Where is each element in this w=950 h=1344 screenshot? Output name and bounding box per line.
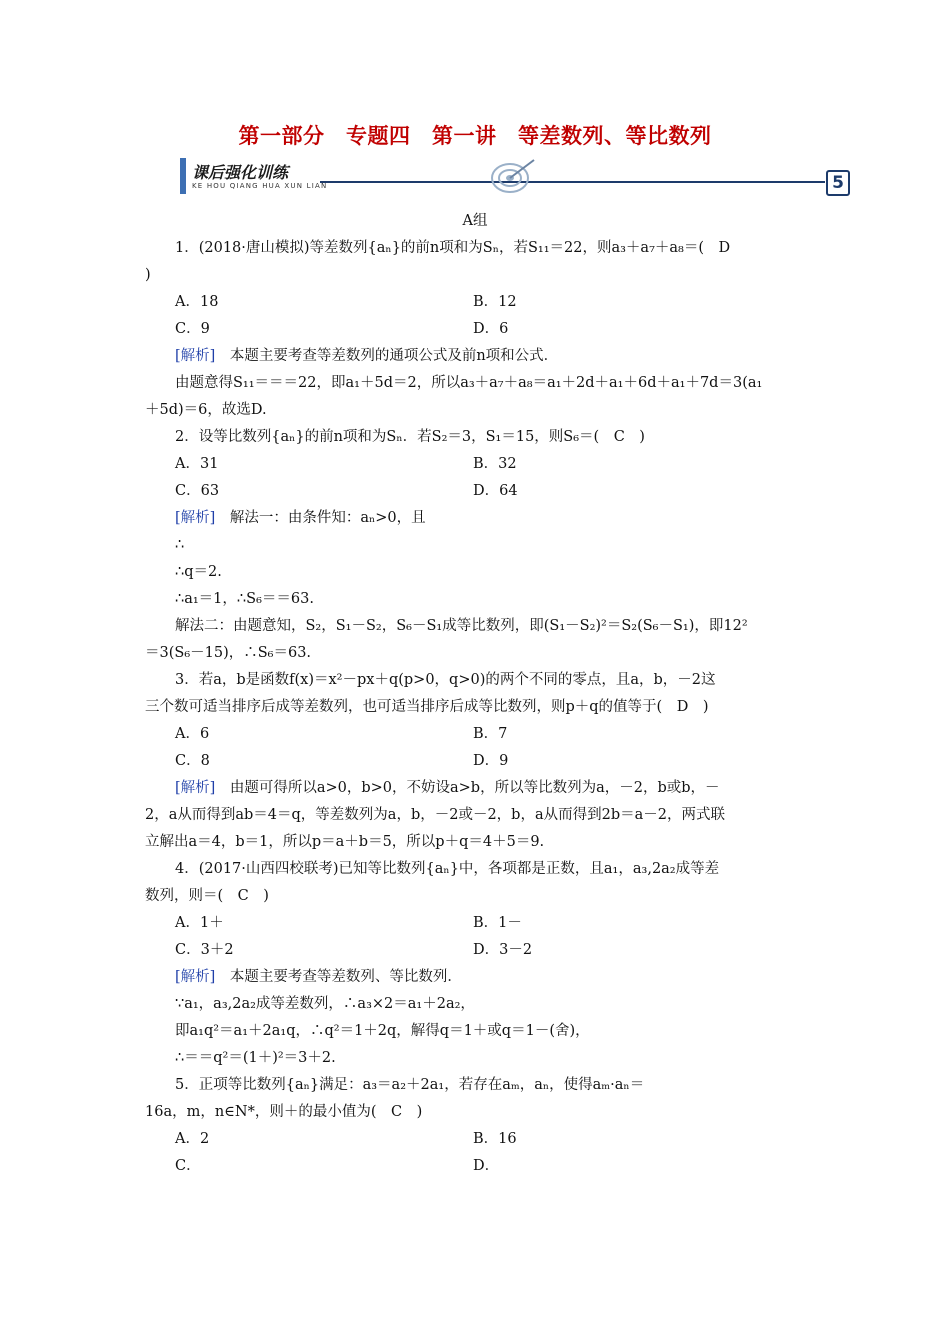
q3-solution-2: 2，a从而得到ab＝4＝q，等差数列为a，b，－2或－2，b，a从而得到2b＝a－2，两式联 [145, 807, 725, 823]
page-title: 第一部分 专题四 第一讲 等差数列、等比数列 [238, 124, 712, 148]
q3-solution-3: 立解出a＝4，b＝1，所以p＝a＋b＝5，所以p＋q＝4＋5＝9. [145, 834, 545, 850]
q1-options-row1 [145, 289, 805, 316]
group-heading: A组 [462, 213, 488, 229]
q4-stem-2: 数列，则＝( C ) [145, 888, 269, 904]
analysis-tag: [解析] [175, 348, 216, 364]
q2-options-row1 [145, 451, 805, 478]
q5-stem-2: 16a，m，n∈N*，则＋的最小值为( C ) [145, 1104, 423, 1120]
q1-solution-1: [解析] 本题主要考查等差数列的通项公式及前n项和公式． [175, 348, 559, 364]
q3-option-a: A．6 [175, 726, 210, 742]
q5-option-c: C． [175, 1158, 201, 1174]
exercise-content [145, 208, 805, 1180]
q3-option-b: B．7 [473, 726, 508, 742]
q4-option-a: A．1＋ [175, 915, 224, 931]
q5-stem: 5．正项等比数列{aₙ}满足：a₃＝a₂＋2a₁，若存在aₘ，aₙ，使得aₘ·aₙ＝ [175, 1077, 645, 1093]
q2-option-d: D．64 [473, 483, 518, 499]
q2-options-row2 [145, 478, 805, 505]
q2-solution-6: ＝3(S₆－15)，∴S₆＝63. [145, 645, 312, 661]
q1-options-row2 [145, 316, 805, 343]
q4-stem: 4．(2017·山西四校联考)已知等比数列{aₙ}中，各项都是正数，且a₁，a₃,2a₂成等差 [175, 861, 720, 877]
q4-options-row1 [145, 910, 805, 937]
q2-option-b: B．32 [473, 456, 517, 472]
q1-option-d: D．6 [473, 321, 509, 337]
q3-option-d: D．9 [473, 753, 509, 769]
q1-option-c: C．9 [175, 321, 210, 337]
q4-options-row2 [145, 937, 805, 964]
analysis-tag: [解析] [175, 780, 216, 796]
q1-solution-2: 由题意得S₁₁＝＝＝22，即a₁＋5d＝2，所以a₃＋a₇＋a₈＝a₁＋2d＋a₁＋6d＋a₁＋7d＝3(a₁ [175, 375, 763, 391]
q5-options-row2 [145, 1153, 805, 1180]
q4-solution-3: 即a₁q²＝a₁＋2a₁q，∴q²＝1＋2q，解得q＝1＋或q＝1－(舍)， [175, 1023, 590, 1039]
q2-stem: 2．设等比数列{aₙ}的前n项和为Sₙ．若S₂＝3，S₁＝15，则S₆＝( C ) [175, 429, 645, 445]
q3-option-c: C．8 [175, 753, 210, 769]
banner-title: 课后强化训练 [192, 163, 289, 182]
section-banner [180, 156, 850, 202]
q2-option-c: C．63 [175, 483, 220, 499]
q4-solution-1: [解析] 本题主要考查等差数列、等比数列． [175, 969, 462, 985]
q2-solution-1: [解析] 解法一：由条件知：aₙ>0，且 [175, 510, 426, 526]
q3-stem-2: 三个数可适当排序后成等差数列，也可适当排序后成等比数列，则p＋q的值等于( D ) [145, 699, 709, 715]
q5-option-b: B．16 [473, 1131, 517, 1147]
page-number-badge: 5 [826, 170, 850, 196]
banner-subtitle: KE HOU QIANG HUA XUN LIAN [192, 182, 328, 190]
q5-option-a: A．2 [175, 1131, 210, 1147]
q4-solution-4: ∴＝＝q²＝(1＋)²＝3＋2. [175, 1050, 336, 1066]
q1-stem-end: ) [145, 267, 151, 283]
q2-option-a: A．31 [175, 456, 219, 472]
q4-solution-2: ∵a₁，a₃,2a₂成等差数列，∴a₃×2＝a₁＋2a₂， [175, 996, 475, 1012]
q1-option-b: B．12 [473, 294, 517, 310]
q1-stem: 1．(2018·唐山模拟)等差数列{aₙ}的前n项和为Sₙ，若S₁₁＝22，则a₃＋a₇＋a₈＝( D [175, 240, 731, 256]
q4-option-b: B．1－ [473, 915, 522, 931]
q4-option-c: C．3＋2 [175, 942, 234, 958]
q3-options-row2 [145, 748, 805, 775]
q5-options-row1 [145, 1126, 805, 1153]
analysis-tag: [解析] [175, 510, 216, 526]
q3-stem: 3．若a，b是函数f(x)＝x²－px＋q(p>0，q>0)的两个不同的零点，且a，b，－2这 [175, 672, 716, 688]
q2-solution-4: ∴a₁＝1，∴S₆＝＝63. [175, 591, 314, 607]
q4-option-d: D．3－2 [473, 942, 533, 958]
q2-solution-2: ∴ [175, 537, 185, 553]
q1-option-a: A．18 [175, 294, 219, 310]
q1-solution-3: ＋5d)＝6，故选D. [145, 402, 267, 418]
q2-solution-5: 解法二：由题意知，S₂，S₁－S₂，S₆－S₁成等比数列，即(S₁－S₂)²＝S₂(S₆－S₁)，即12² [175, 618, 748, 634]
analysis-tag: [解析] [175, 969, 216, 985]
q3-options-row1 [145, 721, 805, 748]
q2-solution-3: ∴q＝2. [175, 564, 222, 580]
target-icon [492, 160, 534, 192]
q5-option-d: D． [473, 1158, 500, 1174]
q3-solution-1: [解析] 由题可得所以a>0，b>0，不妨设a>b，所以等比数列为a，－2，b或b，－ [175, 780, 720, 796]
